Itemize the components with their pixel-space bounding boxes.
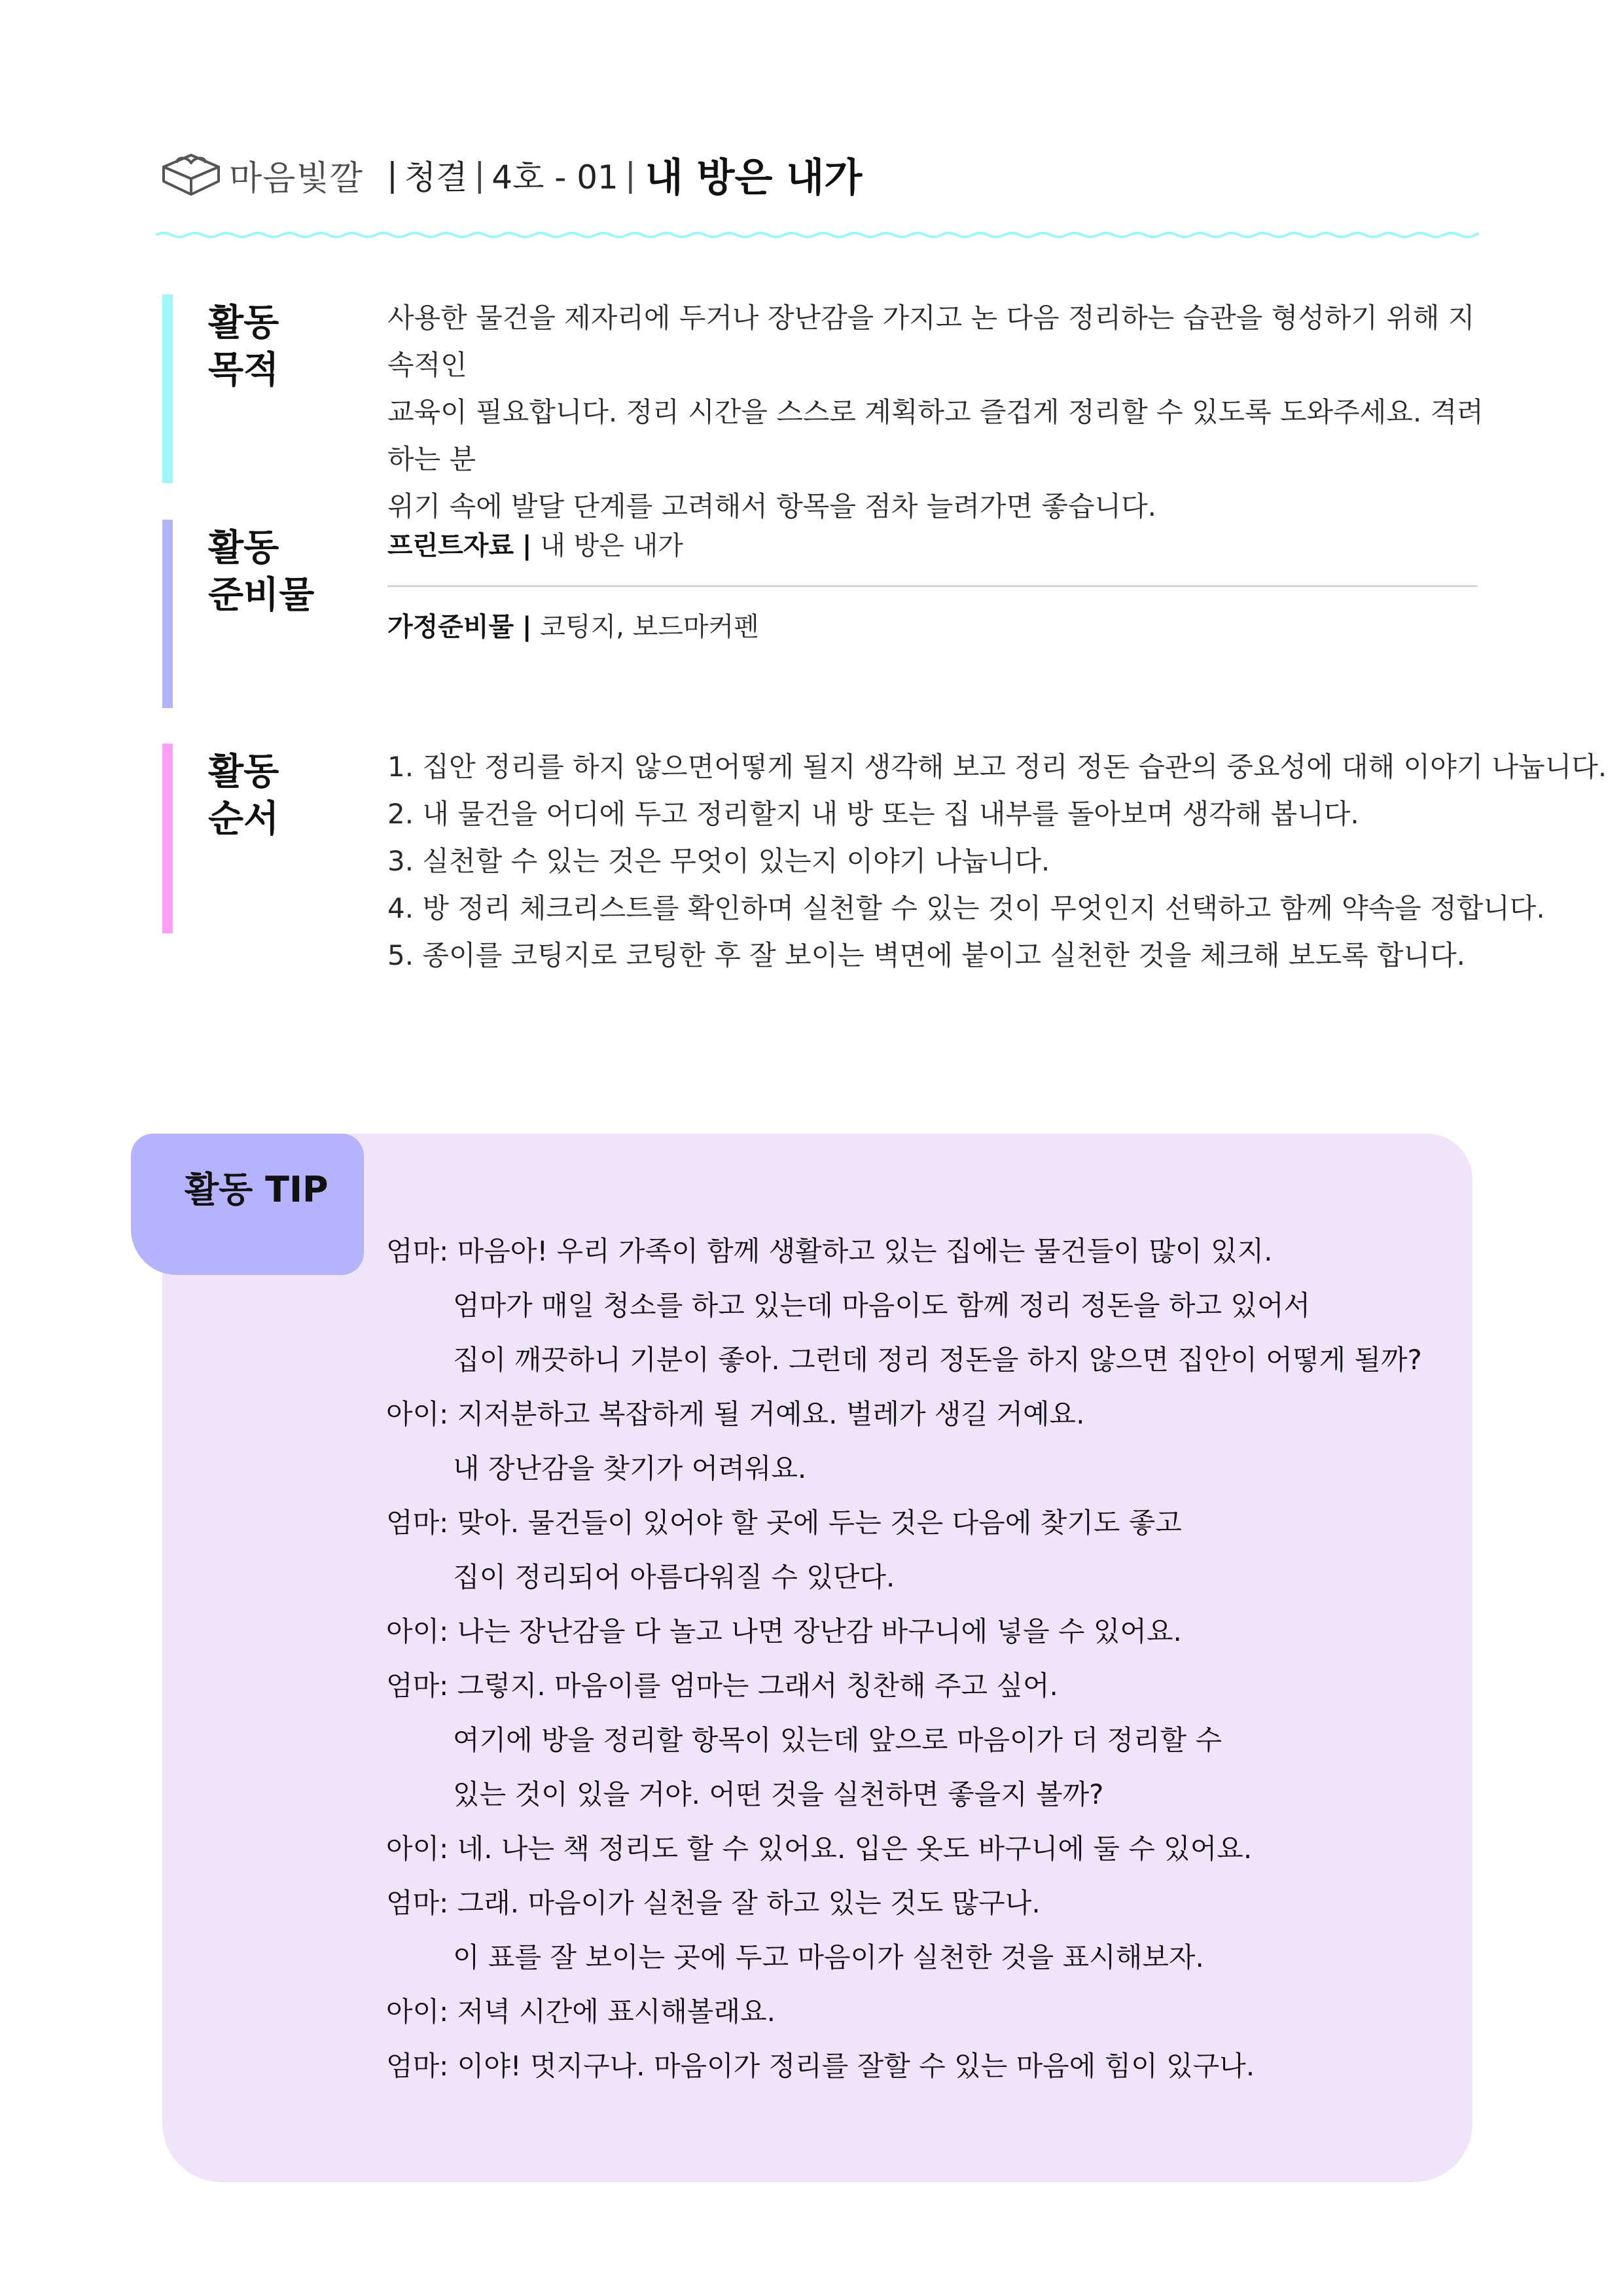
dialog-line: 엄마: 맞아. 물건들이 있어야 할 곳에 두는 것은 다음에 찾기도 좋고 [386, 1507, 1182, 1539]
dialog-line: 집이 깨끗하니 기분이 좋아. 그런데 정리 정돈을 하지 않으면 집안이 어떻게 될까? [453, 1344, 1422, 1376]
document-header [157, 145, 862, 204]
breadcrumb-separator: | [474, 156, 486, 194]
dialog-line: 엄마: 그렇지. 마음이를 엄마는 그래서 칭찬해 주고 싶어. [386, 1670, 1058, 1702]
home-material: 가정준비물 | 코팅지, 보드마커펜 [387, 612, 759, 642]
brand-name: 마음빛깔 [229, 158, 363, 198]
dialog-line: 엄마: 그래. 마음이가 실천을 잘 하고 있는 것도 많구나. [386, 1887, 1041, 1919]
list-item: 1. 집안 정리를 하지 않으면어떻게 될지 생각해 보고 정리 정돈 습관의 중요성에 대해 이야기 나눕니다. [387, 751, 1607, 783]
tip-dialog [386, 1224, 1422, 2093]
section-heading: 활동 목적 [208, 302, 279, 391]
order-section [162, 744, 1607, 992]
dialog-line: 엄마가 매일 청소를 하고 있는데 마음이도 함께 정리 정돈을 하고 있어서 [453, 1289, 1311, 1321]
dialog-line: 아이: 지저분하고 복잡하게 될 거예요. 벌레가 생길 거예요. [386, 1398, 1085, 1430]
dialog-line: 아이: 저녁 시간에 표시해볼래요. [386, 1996, 776, 2028]
prep-accent-bar [162, 520, 173, 708]
wave-divider [156, 225, 1479, 245]
heart-box-icon [157, 151, 225, 198]
prep-divider [387, 585, 1478, 587]
activity-code: 4호 - 01 [491, 158, 618, 196]
dialog-line: 여기에 방을 정리할 항목이 있는데 앞으로 마음이가 더 정리할 수 [453, 1724, 1222, 1756]
breadcrumb-separator: | [386, 156, 398, 194]
dialog-line: 있는 것이 있을 거야. 어떤 것을 실천하면 좋을지 볼까? [453, 1778, 1104, 1810]
purpose-accent-bar [162, 295, 173, 483]
page-title: 내 방은 내가 [645, 155, 863, 201]
dialog-line: 엄마: 마음아! 우리 가족이 함께 생활하고 있는 집에는 물건들이 많이 있지. [386, 1235, 1273, 1267]
dialog-line: 엄마: 이야! 멋지구나. 마음이가 정리를 잘할 수 있는 마음에 힘이 있구나. [386, 2050, 1255, 2082]
prep-section [162, 520, 1484, 709]
brand-logo [157, 151, 363, 200]
dialog-line: 이 표를 잘 보이는 곳에 두고 마음이가 실천한 것을 표시해보자. [453, 1941, 1204, 1973]
purpose-text: 사용한 물건을 제자리에 두거나 장난감을 가지고 논 다음 정리하는 습관을 형성하기 위해 지속적인 교육이 필요합니다. 정리 시간을 스스로 계획하고 즐겁게 정리할 수 있도록 도와주세요. 격려하는 분 위기 속에 발달 단계를 고려해서 항목을 점차 늘려가면 좋습니다. [387, 302, 1484, 522]
section-heading: 활동 준비물 [208, 527, 315, 617]
section-heading: 활동 순서 [208, 751, 279, 840]
list-item: 3. 실천할 수 있는 것은 무엇이 있는지 이야기 나눕니다. [387, 845, 1050, 877]
print-material: 프린트자료 | 내 방은 내가 [387, 531, 683, 561]
order-accent-bar [162, 744, 173, 933]
dialog-line: 아이: 네. 나는 책 정리도 할 수 있어요. 입은 옷도 바구니에 둘 수 있어요. [386, 1833, 1253, 1865]
dialog-line: 내 장난감을 찾기가 어려워요. [453, 1452, 807, 1484]
category-label: 청결 [404, 158, 468, 196]
list-item: 4. 방 정리 체크리스트를 확인하며 실천할 수 있는 것이 무엇인지 선택하고 함께 약속을 정합니다. [387, 892, 1545, 924]
list-item: 5. 종이를 코팅지로 코팅한 후 잘 보이는 벽면에 붙이고 실천한 것을 체크해 보도록 합니다. [387, 939, 1466, 971]
dialog-line: 아이: 나는 장난감을 다 놀고 나면 장난감 바구니에 넣을 수 있어요. [386, 1615, 1182, 1647]
breadcrumb-separator: | [624, 156, 636, 194]
dialog-line: 집이 정리되어 아름다워질 수 있단다. [453, 1561, 895, 1593]
purpose-section [162, 295, 1484, 522]
order-steps [387, 744, 1607, 979]
tip-label: 활동 TIP [185, 1169, 329, 1210]
list-item: 2. 내 물건을 어디에 두고 정리할지 내 방 또는 집 내부를 돌아보며 생각해 봅니다. [387, 798, 1359, 830]
